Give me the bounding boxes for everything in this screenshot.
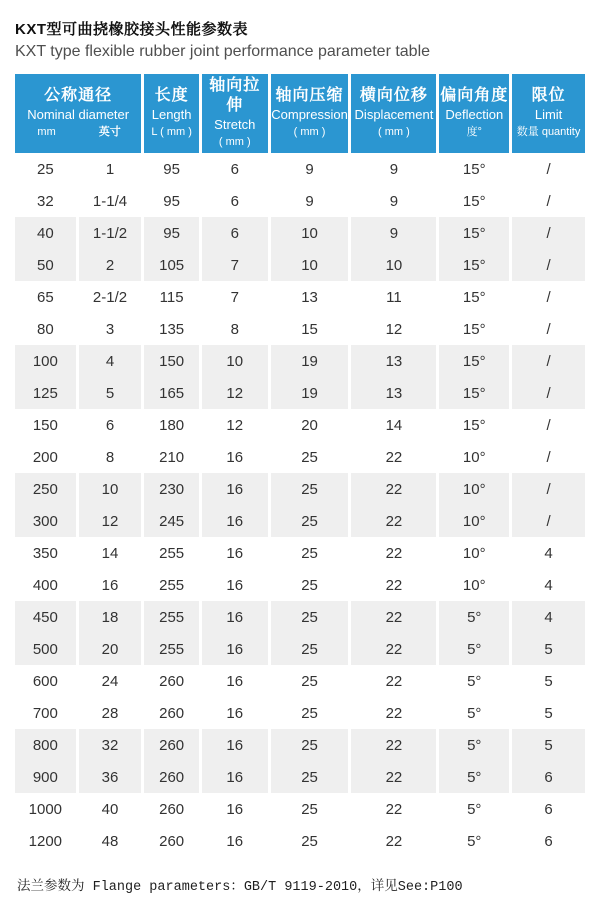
table-cell: 10 bbox=[202, 345, 268, 377]
table-cell: 5° bbox=[439, 793, 509, 825]
table-cell: 22 bbox=[351, 537, 436, 569]
table-row bbox=[15, 825, 585, 857]
table-cell: 2-1/2 bbox=[79, 281, 142, 313]
table-cell: 9 bbox=[351, 217, 436, 249]
header-en-label: Length bbox=[151, 107, 192, 122]
table-cell: 95 bbox=[144, 185, 199, 217]
table-cell: 6 bbox=[79, 409, 142, 441]
table-cell: 5° bbox=[439, 761, 509, 793]
table-cell: 32 bbox=[79, 729, 142, 761]
table-cell: 5° bbox=[439, 665, 509, 697]
header-en-label: Nominal diameter bbox=[27, 107, 130, 122]
table-cell: 25 bbox=[271, 697, 349, 729]
table-cell: 6 bbox=[512, 793, 585, 825]
table-cell: 40 bbox=[79, 793, 142, 825]
table-cell: 22 bbox=[351, 473, 436, 505]
table-cell: / bbox=[512, 473, 585, 505]
table-cell: 13 bbox=[271, 281, 349, 313]
header-compression bbox=[271, 74, 349, 153]
table-cell: / bbox=[512, 313, 585, 345]
table-cell: 260 bbox=[144, 761, 199, 793]
header-unit-label: 数量 quantity bbox=[516, 126, 581, 138]
table-cell: 25 bbox=[271, 505, 349, 537]
table-cell: 6 bbox=[512, 825, 585, 857]
table-cell: 22 bbox=[351, 601, 436, 633]
table-cell: 4 bbox=[512, 601, 585, 633]
table-cell: 9 bbox=[351, 153, 436, 185]
table-cell: 15° bbox=[439, 409, 509, 441]
table-cell: 50 bbox=[15, 249, 76, 281]
table-cell: 5 bbox=[512, 665, 585, 697]
table-cell: 13 bbox=[351, 377, 436, 409]
table-cell: 20 bbox=[79, 633, 142, 665]
table-row bbox=[15, 601, 585, 633]
table-cell: 12 bbox=[202, 409, 268, 441]
table-cell: 260 bbox=[144, 825, 199, 857]
table-cell: 95 bbox=[144, 217, 199, 249]
header-cn-label: 偏向角度 bbox=[440, 87, 509, 104]
table-cell: 165 bbox=[144, 377, 199, 409]
table-cell: 22 bbox=[351, 665, 436, 697]
table-cell: / bbox=[512, 281, 585, 313]
table-cell: 25 bbox=[271, 825, 349, 857]
header-cn-label: 轴向压缩 bbox=[275, 87, 344, 104]
table-cell: 25 bbox=[271, 793, 349, 825]
table-cell: 5° bbox=[439, 825, 509, 857]
table-cell: / bbox=[512, 377, 585, 409]
table-cell: 150 bbox=[144, 345, 199, 377]
header-subunits bbox=[15, 125, 141, 139]
table-cell: 5 bbox=[512, 697, 585, 729]
table-cell: 4 bbox=[512, 569, 585, 601]
table-cell: 10° bbox=[439, 505, 509, 537]
parameter-table bbox=[12, 74, 588, 857]
table-cell: 25 bbox=[271, 569, 349, 601]
table-cell: / bbox=[512, 249, 585, 281]
table-cell: 25 bbox=[271, 441, 349, 473]
table-cell: 16 bbox=[202, 569, 268, 601]
table-cell: 40 bbox=[15, 217, 76, 249]
table-cell: 15° bbox=[439, 153, 509, 185]
table-row bbox=[15, 793, 585, 825]
table-cell: 260 bbox=[144, 793, 199, 825]
table-cell: 9 bbox=[271, 153, 349, 185]
table-row bbox=[15, 697, 585, 729]
table-cell: 13 bbox=[351, 345, 436, 377]
header-limit bbox=[512, 74, 585, 153]
table-cell: 10 bbox=[79, 473, 142, 505]
header-length bbox=[144, 74, 199, 153]
table-cell: 25 bbox=[15, 153, 76, 185]
table-row bbox=[15, 633, 585, 665]
table-cell: 16 bbox=[202, 697, 268, 729]
table-cell: 12 bbox=[79, 505, 142, 537]
table-row bbox=[15, 473, 585, 505]
header-en-label: Deflection bbox=[445, 107, 504, 122]
table-cell: 10° bbox=[439, 537, 509, 569]
table-cell: 600 bbox=[15, 665, 76, 697]
table-cell: 1000 bbox=[15, 793, 76, 825]
table-header bbox=[15, 74, 585, 153]
table-cell: 500 bbox=[15, 633, 76, 665]
page-title-cn: KXT型可曲挠橡胶接头性能参数表 bbox=[15, 21, 249, 38]
table-cell: 25 bbox=[271, 761, 349, 793]
table-cell: 11 bbox=[351, 281, 436, 313]
table-cell: 1-1/2 bbox=[79, 217, 142, 249]
table-cell: 6 bbox=[202, 217, 268, 249]
table-cell: 9 bbox=[351, 185, 436, 217]
table-cell: 245 bbox=[144, 505, 199, 537]
table-cell: 28 bbox=[79, 697, 142, 729]
table-cell: 22 bbox=[351, 761, 436, 793]
table-cell: 18 bbox=[79, 601, 142, 633]
table-cell: 25 bbox=[271, 729, 349, 761]
table-cell: 10 bbox=[271, 249, 349, 281]
table-cell: 25 bbox=[271, 633, 349, 665]
table-cell: 10° bbox=[439, 473, 509, 505]
table-row bbox=[15, 249, 585, 281]
header-unit-label: ( mm ) bbox=[378, 126, 410, 138]
table-cell: 12 bbox=[351, 313, 436, 345]
header-row bbox=[15, 74, 585, 153]
table-cell: 400 bbox=[15, 569, 76, 601]
table-cell: 260 bbox=[144, 729, 199, 761]
table-cell: 5° bbox=[439, 697, 509, 729]
table-cell: 105 bbox=[144, 249, 199, 281]
table-cell: 1-1/4 bbox=[79, 185, 142, 217]
table-cell: 16 bbox=[79, 569, 142, 601]
table-cell: 16 bbox=[202, 665, 268, 697]
table-cell: 15 bbox=[271, 313, 349, 345]
table-cell: 15° bbox=[439, 185, 509, 217]
table-cell: 16 bbox=[202, 505, 268, 537]
table-cell: 8 bbox=[202, 313, 268, 345]
table-cell: 5 bbox=[512, 729, 585, 761]
table-cell: 250 bbox=[15, 473, 76, 505]
header-unit-label: L ( mm ) bbox=[151, 126, 192, 138]
table-cell: 80 bbox=[15, 313, 76, 345]
header-cn-label: 横向位移 bbox=[359, 87, 428, 104]
header-cn-label: 长度 bbox=[154, 87, 189, 104]
table-cell: 16 bbox=[202, 473, 268, 505]
header-cn-label: 轴向拉伸 bbox=[209, 77, 261, 114]
table-cell: 1200 bbox=[15, 825, 76, 857]
table-cell: 700 bbox=[15, 697, 76, 729]
table-row bbox=[15, 665, 585, 697]
header-cn-label: 公称通径 bbox=[44, 87, 113, 104]
table-cell: 22 bbox=[351, 633, 436, 665]
table-cell: / bbox=[512, 217, 585, 249]
table-cell: 6 bbox=[202, 185, 268, 217]
header-en-label: Stretch bbox=[214, 117, 256, 132]
table-cell: 15° bbox=[439, 217, 509, 249]
table-cell: 95 bbox=[144, 153, 199, 185]
table-row bbox=[15, 761, 585, 793]
table-cell: 135 bbox=[144, 313, 199, 345]
table-cell: 25 bbox=[271, 601, 349, 633]
table-cell: 115 bbox=[144, 281, 199, 313]
table-cell: 1 bbox=[79, 153, 142, 185]
table-cell: 19 bbox=[271, 377, 349, 409]
table-cell: 16 bbox=[202, 633, 268, 665]
table-cell: 900 bbox=[15, 761, 76, 793]
table-cell: 255 bbox=[144, 537, 199, 569]
table-cell: 5 bbox=[79, 377, 142, 409]
table-cell: 100 bbox=[15, 345, 76, 377]
flange-parameters-footnote: 法兰参数为 Flange parameters：GB/T 9119-2010，详见See:P100 bbox=[17, 880, 463, 895]
table-row bbox=[15, 729, 585, 761]
table-cell: 125 bbox=[15, 377, 76, 409]
table-cell: 5° bbox=[439, 601, 509, 633]
table-cell: 25 bbox=[271, 473, 349, 505]
table-cell: 5° bbox=[439, 633, 509, 665]
table-row bbox=[15, 345, 585, 377]
table-cell: 14 bbox=[351, 409, 436, 441]
header-subunit-inch: 英寸 bbox=[98, 126, 121, 138]
table-cell: 5° bbox=[439, 729, 509, 761]
header-stretch bbox=[202, 74, 268, 153]
table-cell: 180 bbox=[144, 409, 199, 441]
table-cell: 210 bbox=[144, 441, 199, 473]
table-row bbox=[15, 313, 585, 345]
table-cell: 16 bbox=[202, 793, 268, 825]
header-nominal-diameter bbox=[15, 74, 141, 153]
table-cell: 36 bbox=[79, 761, 142, 793]
table-row bbox=[15, 409, 585, 441]
table-row bbox=[15, 153, 585, 185]
table-row bbox=[15, 569, 585, 601]
table-cell: 260 bbox=[144, 665, 199, 697]
table-cell: 800 bbox=[15, 729, 76, 761]
table-cell: 3 bbox=[79, 313, 142, 345]
table-cell: / bbox=[512, 345, 585, 377]
table-cell: 8 bbox=[79, 441, 142, 473]
header-unit-label: 度° bbox=[466, 126, 482, 138]
table-cell: 22 bbox=[351, 441, 436, 473]
page-title-en: KXT type flexible rubber joint performance parameter table bbox=[15, 43, 431, 60]
table-cell: 32 bbox=[15, 185, 76, 217]
table-row bbox=[15, 185, 585, 217]
header-en-label: Compression bbox=[271, 107, 348, 122]
table-row bbox=[15, 217, 585, 249]
table-cell: 22 bbox=[351, 729, 436, 761]
table-cell: 22 bbox=[351, 505, 436, 537]
table-cell: 24 bbox=[79, 665, 142, 697]
table-cell: 15° bbox=[439, 313, 509, 345]
table-cell: 10° bbox=[439, 441, 509, 473]
table-cell: / bbox=[512, 505, 585, 537]
table-cell: 150 bbox=[15, 409, 76, 441]
table-row bbox=[15, 441, 585, 473]
table-cell: 200 bbox=[15, 441, 76, 473]
header-deflection bbox=[439, 74, 509, 153]
table-cell: 255 bbox=[144, 569, 199, 601]
table-row bbox=[15, 537, 585, 569]
table-cell: 260 bbox=[144, 697, 199, 729]
table-row bbox=[15, 377, 585, 409]
table-cell: 6 bbox=[202, 153, 268, 185]
table-cell: 19 bbox=[271, 345, 349, 377]
table-cell: 450 bbox=[15, 601, 76, 633]
table-cell: 15° bbox=[439, 377, 509, 409]
table-cell: 16 bbox=[202, 537, 268, 569]
table-cell: 16 bbox=[202, 825, 268, 857]
table-cell: 15° bbox=[439, 281, 509, 313]
table-cell: 12 bbox=[202, 377, 268, 409]
table-cell: 255 bbox=[144, 601, 199, 633]
table-cell: 300 bbox=[15, 505, 76, 537]
header-cn-label: 限位 bbox=[531, 87, 566, 104]
table-cell: / bbox=[512, 409, 585, 441]
table-cell: 22 bbox=[351, 569, 436, 601]
header-en-label: Displacement bbox=[354, 107, 434, 122]
header-en-label: Limit bbox=[534, 107, 563, 122]
header-unit-label: ( mm ) bbox=[218, 136, 251, 148]
table-cell: 65 bbox=[15, 281, 76, 313]
table-cell: 25 bbox=[271, 665, 349, 697]
header-subunit-mm: mm bbox=[37, 126, 56, 138]
table-cell: 20 bbox=[271, 409, 349, 441]
table-cell: 15° bbox=[439, 345, 509, 377]
table-cell: 10 bbox=[351, 249, 436, 281]
table-body bbox=[15, 153, 585, 857]
table-cell: 22 bbox=[351, 697, 436, 729]
table-cell: 22 bbox=[351, 793, 436, 825]
table-row bbox=[15, 281, 585, 313]
table-cell: 6 bbox=[512, 761, 585, 793]
table-cell: 9 bbox=[271, 185, 349, 217]
table-cell: 14 bbox=[79, 537, 142, 569]
table-cell: 2 bbox=[79, 249, 142, 281]
table-cell: 22 bbox=[351, 825, 436, 857]
table-cell: 7 bbox=[202, 281, 268, 313]
table-cell: 255 bbox=[144, 633, 199, 665]
table-cell: 16 bbox=[202, 761, 268, 793]
table-cell: / bbox=[512, 441, 585, 473]
table-cell: 16 bbox=[202, 441, 268, 473]
table-cell: / bbox=[512, 185, 585, 217]
table-cell: 230 bbox=[144, 473, 199, 505]
table-cell: 4 bbox=[512, 537, 585, 569]
table-cell: 16 bbox=[202, 729, 268, 761]
table-row bbox=[15, 505, 585, 537]
table-cell: 25 bbox=[271, 537, 349, 569]
header-displacement bbox=[351, 74, 436, 153]
table-cell: 7 bbox=[202, 249, 268, 281]
table-cell: 16 bbox=[202, 601, 268, 633]
table-cell: 48 bbox=[79, 825, 142, 857]
table-cell: 5 bbox=[512, 633, 585, 665]
header-unit-label: ( mm ) bbox=[293, 126, 326, 138]
table-cell: / bbox=[512, 153, 585, 185]
table-cell: 350 bbox=[15, 537, 76, 569]
table-cell: 15° bbox=[439, 249, 509, 281]
table-cell: 4 bbox=[79, 345, 142, 377]
table-cell: 10 bbox=[271, 217, 349, 249]
table-cell: 10° bbox=[439, 569, 509, 601]
